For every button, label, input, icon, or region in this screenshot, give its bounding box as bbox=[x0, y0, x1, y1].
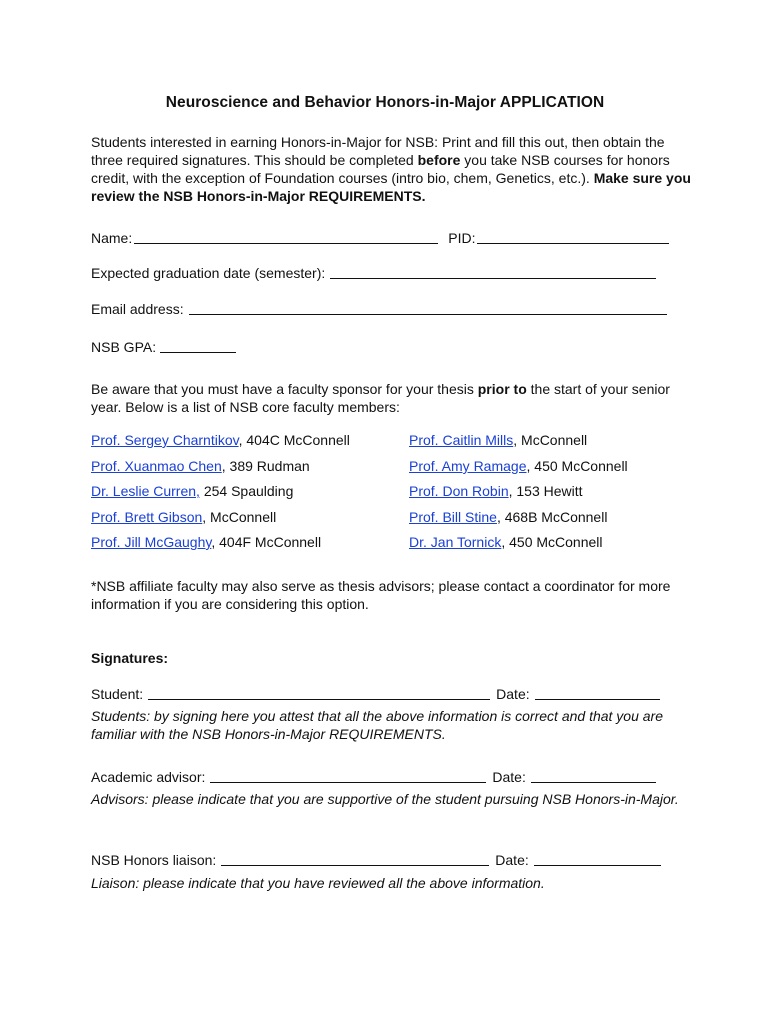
student-date-field[interactable] bbox=[535, 685, 660, 700]
advisor-date-field[interactable] bbox=[531, 768, 656, 783]
sponsor-paragraph bbox=[91, 380, 691, 416]
intro-paragraph bbox=[91, 133, 691, 205]
faculty-link[interactable]: Dr. Leslie Curren, bbox=[91, 483, 200, 499]
faculty-item bbox=[409, 431, 587, 449]
intro-text-1: Students interested in earning Honors-in-Major for NSB: Print and fill this out, then obtain the three required signatures. This should be completed bbox=[91, 134, 665, 168]
sponsor-text-2: the start of your senior year. Below is a list of NSB core faculty members: bbox=[91, 381, 670, 415]
faculty-location: , 389 Rudman bbox=[221, 458, 310, 474]
graduation-field[interactable] bbox=[330, 264, 656, 279]
liaison-label: NSB Honors liaison: bbox=[91, 852, 217, 868]
page-title: Neuroscience and Behavior Honors-in-Major APPLICATION bbox=[165, 94, 605, 111]
intro-bold-requirements: Make sure you review the NSB Honors-in-Major REQUIREMENTS. bbox=[91, 170, 691, 204]
gpa-label: NSB GPA: bbox=[91, 339, 157, 355]
name-label: Name: bbox=[91, 230, 133, 246]
advisor-date-label: Date: bbox=[492, 769, 526, 785]
faculty-item bbox=[409, 457, 628, 475]
advisor-label: Academic advisor: bbox=[91, 769, 206, 785]
faculty-link[interactable]: Prof. Jill McGaughy bbox=[91, 534, 212, 550]
faculty-item bbox=[409, 508, 607, 526]
faculty-link[interactable]: Prof. Amy Ramage bbox=[409, 458, 527, 474]
advisor-note: Advisors: please indicate that you are supportive of the student pursuing NSB Honors-in-Major. bbox=[91, 791, 679, 807]
faculty-location: , McConnell bbox=[202, 509, 277, 525]
faculty-item bbox=[91, 431, 350, 449]
faculty-item bbox=[91, 482, 293, 500]
faculty-item bbox=[409, 533, 603, 551]
faculty-location: , 450 McConnell bbox=[526, 458, 628, 474]
faculty-item bbox=[409, 482, 583, 500]
pid-field[interactable] bbox=[477, 229, 669, 244]
student-label: Student: bbox=[91, 686, 144, 702]
sponsor-bold-prior: prior to bbox=[477, 381, 527, 397]
name-field[interactable] bbox=[134, 229, 438, 244]
gpa-field[interactable] bbox=[160, 338, 236, 353]
faculty-location: , 404F McConnell bbox=[211, 534, 322, 550]
graduation-row bbox=[91, 264, 656, 282]
liaison-signature-field[interactable] bbox=[221, 851, 489, 866]
student-signature-row bbox=[91, 685, 660, 703]
liaison-date-field[interactable] bbox=[534, 851, 661, 866]
liaison-date-label: Date: bbox=[495, 852, 529, 868]
student-note: Students: by signing here you attest that all the above information is correct and that you are familiar with the NSB Honors-in-Major REQUIREMENTS. bbox=[91, 708, 664, 742]
faculty-item bbox=[91, 533, 321, 551]
liaison-note: Liaison: please indicate that you have reviewed all the above information. bbox=[91, 875, 545, 891]
faculty-link[interactable]: Dr. Jan Tornick bbox=[409, 534, 502, 550]
faculty-link[interactable]: Prof. Brett Gibson bbox=[91, 509, 203, 525]
faculty-location: , 468B McConnell bbox=[496, 509, 608, 525]
faculty-link[interactable]: Prof. Bill Stine bbox=[409, 509, 497, 525]
pid-label: PID: bbox=[448, 230, 476, 246]
gpa-row bbox=[91, 338, 236, 356]
advisor-signature-field[interactable] bbox=[210, 768, 486, 783]
faculty-location: , McConnell bbox=[513, 432, 588, 448]
faculty-item bbox=[91, 457, 310, 475]
faculty-item bbox=[91, 508, 276, 526]
intro-text-2: you take NSB courses for honors credit, with the exception of Foundation courses (intro bio, chem, Genetics, etc.). bbox=[91, 152, 670, 186]
faculty-location: , 450 McConnell bbox=[501, 534, 603, 550]
faculty-link[interactable]: Prof. Sergey Charntikov bbox=[91, 432, 239, 448]
faculty-location: 254 Spaulding bbox=[199, 483, 294, 499]
faculty-location: , 404C McConnell bbox=[238, 432, 350, 448]
advisor-signature-row bbox=[91, 768, 656, 786]
affiliate-note: *NSB affiliate faculty may also serve as thesis advisors; please contact a coordinator for more information if you are considering this option. bbox=[91, 578, 671, 612]
liaison-signature-row bbox=[91, 851, 661, 869]
intro-bold-before: before bbox=[417, 152, 461, 168]
student-signature-field[interactable] bbox=[148, 685, 490, 700]
email-row bbox=[91, 300, 667, 318]
sponsor-text-1: Be aware that you must have a faculty sponsor for your thesis bbox=[91, 381, 478, 397]
faculty-link[interactable]: Prof. Caitlin Mills bbox=[409, 432, 514, 448]
name-pid-row bbox=[91, 229, 669, 247]
graduation-label: Expected graduation date (semester): bbox=[91, 265, 326, 281]
faculty-location: , 153 Hewitt bbox=[508, 483, 583, 499]
email-field[interactable] bbox=[189, 300, 667, 315]
signatures-heading: Signatures: bbox=[91, 650, 169, 666]
faculty-link[interactable]: Prof. Don Robin bbox=[409, 483, 509, 499]
student-date-label: Date: bbox=[496, 686, 530, 702]
email-label: Email address: bbox=[91, 301, 184, 317]
faculty-link[interactable]: Prof. Xuanmao Chen bbox=[91, 458, 222, 474]
